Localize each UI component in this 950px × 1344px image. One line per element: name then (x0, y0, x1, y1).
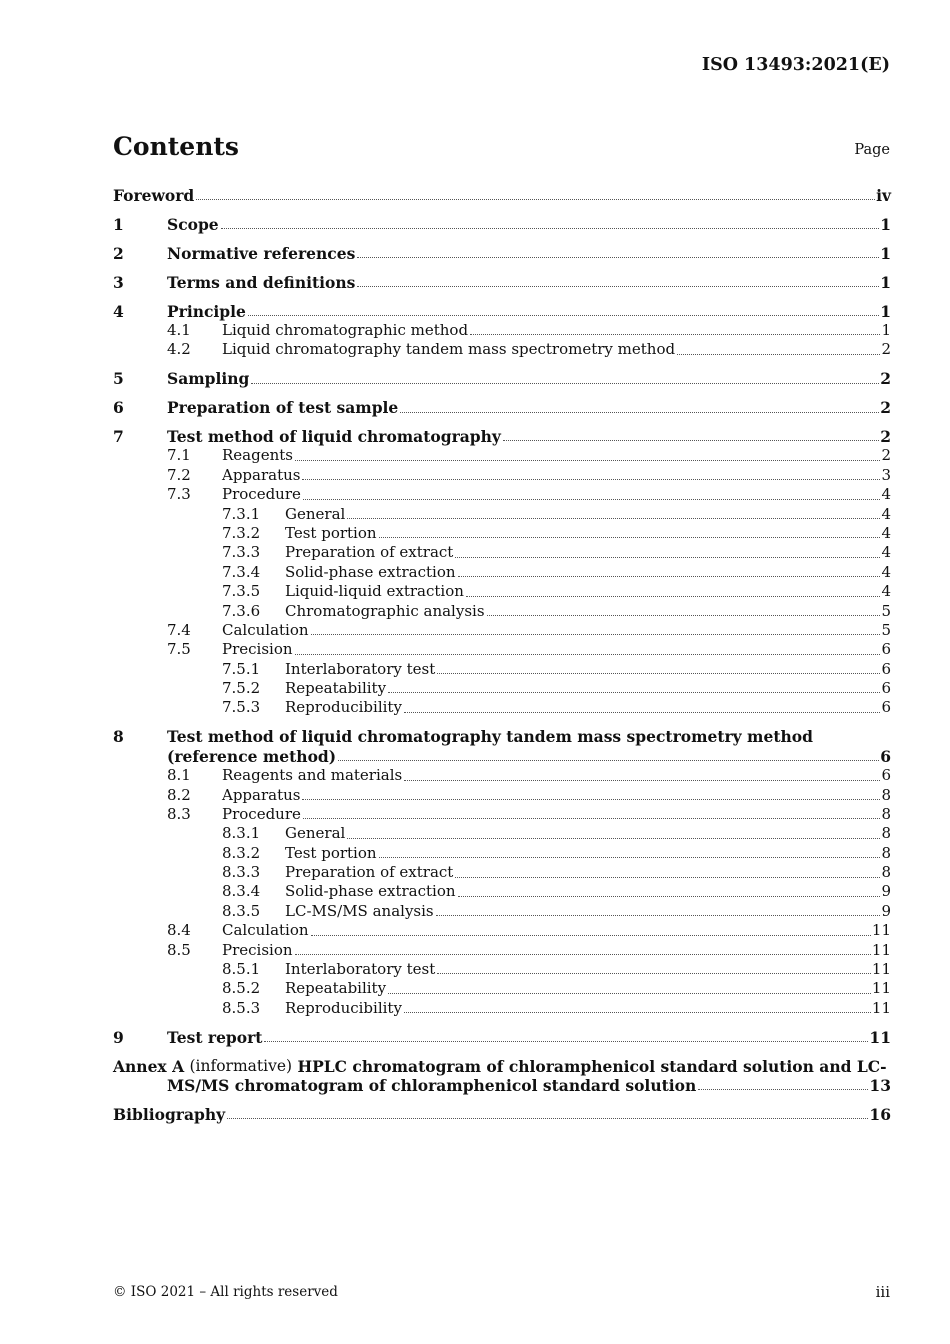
toc-title: Test portion (285, 843, 377, 862)
toc-title: Principle (167, 301, 246, 321)
toc-number: 3 (113, 272, 124, 292)
copyright-notice: © ISO 2021 – All rights reserved (113, 1284, 338, 1300)
toc-page: 9 (881, 882, 891, 901)
toc-entry-8-5-1[interactable] (113, 960, 891, 979)
dot-leader (698, 1089, 868, 1090)
dot-leader (487, 615, 881, 616)
toc-entry-7-4[interactable] (113, 621, 891, 640)
toc-page: 2 (881, 340, 891, 359)
toc-title: Procedure (222, 485, 301, 504)
page-title: Contents (113, 132, 240, 161)
dot-leader (404, 780, 880, 781)
toc-page: 6 (880, 746, 891, 766)
toc-entry-7-3-2[interactable] (113, 524, 891, 543)
toc-entry-7-3-6[interactable] (113, 602, 891, 621)
toc-number: 9 (113, 1027, 124, 1047)
dot-leader (295, 654, 881, 655)
toc-entry-8-3-3[interactable] (113, 863, 891, 882)
toc-title: General (285, 824, 346, 843)
toc-page: 4 (881, 504, 891, 523)
toc-entry-sampling[interactable] (113, 369, 891, 388)
toc-title-line2: (reference method) (167, 746, 337, 766)
toc-number: 7.1 (167, 446, 191, 465)
dot-leader (470, 334, 880, 335)
toc-page: 1 (881, 320, 891, 339)
toc-page: 11 (871, 921, 891, 940)
toc-page: 6 (881, 679, 891, 698)
toc-number: 7.3.4 (222, 562, 261, 581)
toc-title: Reproducibility (285, 998, 402, 1017)
dot-leader (404, 712, 881, 713)
toc-page: 6 (881, 698, 891, 717)
toc-number: 8.1 (167, 766, 191, 785)
toc-entry-4-1[interactable] (113, 321, 891, 340)
toc-title: Calculation (222, 620, 309, 639)
toc-number: 7.3.6 (222, 601, 261, 620)
toc-page: 2 (881, 446, 891, 465)
toc-entry-principle[interactable] (113, 302, 891, 321)
dot-leader (302, 479, 880, 480)
toc-title: Liquid chromatography tandem mass spectrometry method (222, 340, 676, 359)
toc-number: 1 (113, 214, 124, 234)
toc-entry-scope[interactable] (113, 215, 891, 234)
toc-entry-7-5-3[interactable] (113, 698, 891, 717)
toc-number: 7.5.3 (222, 698, 261, 717)
dot-leader (388, 692, 880, 693)
toc-number: 8.3.1 (222, 824, 261, 843)
dot-leader (455, 557, 880, 558)
toc-title: Reagents and materials (222, 766, 403, 785)
toc-number: 8.5 (167, 940, 191, 959)
toc-title: Liquid chromatographic method (222, 320, 469, 339)
toc-entry-7-3-1[interactable] (113, 505, 891, 524)
toc-number: 7.3 (167, 485, 191, 504)
toc-number: 5 (113, 369, 124, 389)
toc-page: 4 (881, 523, 891, 542)
toc-title: Apparatus (222, 785, 301, 804)
toc-page: 8 (881, 843, 891, 862)
toc-title: Reagents (222, 446, 293, 465)
toc-title-line1: Test method of liquid chromatography tandem mass spectrometry method (167, 727, 813, 747)
document-id: ISO 13493:2021(E) (701, 55, 890, 75)
toc-entry-7-3-3[interactable] (113, 543, 891, 562)
toc-number: 7.5 (167, 640, 191, 659)
toc-number: 2 (113, 243, 124, 263)
toc-title: Foreword (113, 185, 195, 205)
toc-number: 7.2 (167, 465, 191, 484)
toc-title: Apparatus (222, 465, 301, 484)
dot-leader (379, 537, 881, 538)
toc-title: Interlaboratory test (285, 659, 436, 678)
toc-number: 8.5.2 (222, 979, 261, 998)
toc-title: Precision (222, 640, 293, 659)
toc-entry-8-4[interactable] (113, 921, 891, 940)
toc-page: 4 (881, 543, 891, 562)
dot-leader (677, 354, 880, 355)
dot-leader (404, 1012, 871, 1013)
toc-entry-8-2[interactable] (113, 786, 891, 805)
toc-page: 1 (880, 243, 891, 263)
toc-number: 8.3.4 (222, 882, 261, 901)
toc-entry-8-5-2[interactable] (113, 979, 891, 998)
toc-entry-8-3-1[interactable] (113, 824, 891, 843)
toc-title: Precision (222, 940, 293, 959)
toc-title: Procedure (222, 804, 301, 823)
toc-page: 3 (881, 465, 891, 484)
toc-number: 4 (113, 301, 124, 321)
dot-leader (455, 877, 880, 878)
toc-number: 7.4 (167, 620, 191, 639)
annex-qualifier: (informative) (189, 1056, 293, 1075)
dot-leader (196, 199, 875, 200)
dot-leader (295, 460, 880, 461)
toc-number: 8.3.5 (222, 901, 261, 920)
dot-leader (347, 518, 880, 519)
toc-number: 7.3.3 (222, 543, 261, 562)
toc-number: 7.5.2 (222, 679, 261, 698)
toc-page: 8 (881, 785, 891, 804)
toc-number: 8.3 (167, 804, 191, 823)
toc-entry-7-3[interactable] (113, 485, 891, 504)
toc-page: 11 (871, 998, 891, 1017)
dot-leader (379, 857, 881, 858)
dot-leader (248, 315, 879, 316)
toc-entry-7-5-2[interactable] (113, 679, 891, 698)
dot-leader (338, 760, 879, 761)
dot-leader (437, 673, 880, 674)
dot-leader (251, 383, 879, 384)
toc-entry-8-3[interactable] (113, 805, 891, 824)
toc-title: Solid-phase extraction (285, 882, 456, 901)
toc-page: 6 (881, 766, 891, 785)
toc-entry-normative-references[interactable] (113, 244, 891, 263)
toc-title: Calculation (222, 921, 309, 940)
toc-page: 6 (881, 659, 891, 678)
toc-page: 11 (871, 979, 891, 998)
toc-number: 8.3.3 (222, 863, 261, 882)
toc-page: 4 (881, 582, 891, 601)
toc-entry-annex-a-line1[interactable] (113, 1057, 891, 1076)
table-of-contents (113, 186, 891, 1124)
toc-entry-foreword[interactable] (113, 186, 891, 205)
toc-title-line2: MS/MS chromatogram of chloramphenicol standard solution (167, 1076, 697, 1095)
toc-entry-8-5-3[interactable] (113, 999, 891, 1018)
toc-title: Test report (167, 1027, 263, 1047)
page-column-label: Page (854, 142, 890, 158)
toc-title: Preparation of extract (285, 543, 454, 562)
toc-page: 11 (871, 960, 891, 979)
toc-page: 11 (869, 1027, 891, 1047)
dot-leader (437, 973, 871, 974)
toc-page: iv (876, 185, 891, 205)
toc-title: Test method of liquid chromatography (167, 427, 501, 446)
toc-number: 8.5.1 (222, 960, 261, 979)
toc-page: 2 (880, 427, 891, 446)
toc-number: 8.3.2 (222, 843, 261, 862)
dot-leader (221, 228, 880, 229)
toc-title: Preparation of extract (285, 863, 454, 882)
toc-page: 2 (880, 369, 891, 389)
toc-title-line1: HPLC chromatogram of chloramphenicol standard solution and LC- (297, 1056, 887, 1076)
toc-entry-8-line1[interactable] (113, 727, 891, 746)
dot-leader (303, 818, 881, 819)
toc-title: Terms and definitions (167, 272, 356, 292)
toc-number: 4.1 (167, 320, 191, 339)
toc-entry-test-report[interactable] (113, 1028, 891, 1047)
toc-entry-7-3-4[interactable] (113, 563, 891, 582)
toc-page: 1 (880, 272, 891, 292)
toc-entry-preparation[interactable] (113, 398, 891, 417)
toc-entry-bibliography[interactable] (113, 1105, 891, 1124)
toc-number: 8 (113, 727, 124, 747)
toc-title: Normative references (167, 243, 356, 263)
toc-title: Chromatographic analysis (285, 601, 485, 620)
toc-entry-8-1[interactable] (113, 766, 891, 785)
toc-page: 9 (881, 901, 891, 920)
toc-title: Repeatability (285, 979, 387, 998)
dot-leader (458, 896, 881, 897)
toc-title: Interlaboratory test (285, 960, 436, 979)
toc-page: 4 (881, 562, 891, 581)
dot-leader (357, 257, 879, 258)
dot-leader (303, 499, 881, 500)
dot-leader (466, 596, 881, 597)
toc-entry-7[interactable] (113, 427, 891, 446)
dot-leader (227, 1118, 868, 1119)
toc-entry-8-line2[interactable] (113, 747, 891, 766)
toc-page: 8 (881, 863, 891, 882)
toc-entry-8-5[interactable] (113, 941, 891, 960)
dot-leader (264, 1041, 868, 1042)
toc-entry-terms[interactable] (113, 273, 891, 292)
toc-number: 7.5.1 (222, 659, 261, 678)
toc-number: 8.2 (167, 785, 191, 804)
toc-entry-7-3-5[interactable] (113, 582, 891, 601)
toc-title: LC-MS/MS analysis (285, 901, 434, 920)
toc-title: Reproducibility (285, 698, 402, 717)
toc-title: Solid-phase extraction (285, 562, 456, 581)
dot-leader (295, 954, 871, 955)
dot-leader (357, 286, 879, 287)
toc-page: 4 (881, 485, 891, 504)
annex-label: Annex A (113, 1056, 185, 1076)
dot-leader (400, 412, 879, 413)
toc-title: Scope (167, 214, 219, 234)
toc-number: 6 (113, 398, 124, 418)
toc-page: 11 (871, 940, 891, 959)
toc-page: 16 (869, 1104, 891, 1124)
dot-leader (503, 440, 879, 441)
dot-leader (388, 993, 871, 994)
dot-leader (311, 634, 881, 635)
toc-page: 5 (881, 601, 891, 620)
toc-entry-8-3-2[interactable] (113, 844, 891, 863)
dot-leader (347, 838, 880, 839)
toc-page: 8 (881, 804, 891, 823)
toc-page: 6 (881, 640, 891, 659)
toc-number: 7.3.2 (222, 523, 261, 542)
toc-number: 7.3.1 (222, 504, 261, 523)
dot-leader (302, 799, 880, 800)
toc-title: Repeatability (285, 679, 387, 698)
toc-number: 4.2 (167, 340, 191, 359)
toc-page: 2 (880, 398, 891, 418)
dot-leader (436, 915, 881, 916)
toc-number: 8.5.3 (222, 998, 261, 1017)
toc-title: General (285, 504, 346, 523)
dot-leader (311, 935, 871, 936)
toc-page: 1 (880, 301, 891, 321)
toc-number: 7.3.5 (222, 582, 261, 601)
toc-entry-annex-a-line2[interactable] (113, 1076, 891, 1095)
toc-title: Liquid-liquid extraction (285, 582, 464, 601)
toc-entry-8-3-5[interactable] (113, 902, 891, 921)
toc-number: 7 (113, 427, 124, 446)
toc-page: 1 (880, 214, 891, 234)
toc-entry-7-1[interactable] (113, 446, 891, 465)
dot-leader (458, 576, 881, 577)
toc-title: Sampling (167, 369, 250, 389)
toc-page: 13 (869, 1076, 891, 1095)
toc-entry-8-3-4[interactable] (113, 883, 891, 902)
toc-entry-4-2[interactable] (113, 340, 891, 359)
toc-title: Preparation of test sample (167, 398, 399, 418)
toc-page: 8 (881, 824, 891, 843)
toc-title: Test portion (285, 523, 377, 542)
toc-entry-7-5[interactable] (113, 640, 891, 659)
page-number: iii (875, 1283, 890, 1301)
toc-page: 5 (881, 620, 891, 639)
toc-title: Bibliography (113, 1104, 226, 1124)
toc-entry-7-2[interactable] (113, 466, 891, 485)
toc-number: 8.4 (167, 921, 191, 940)
toc-entry-7-5-1[interactable] (113, 660, 891, 679)
